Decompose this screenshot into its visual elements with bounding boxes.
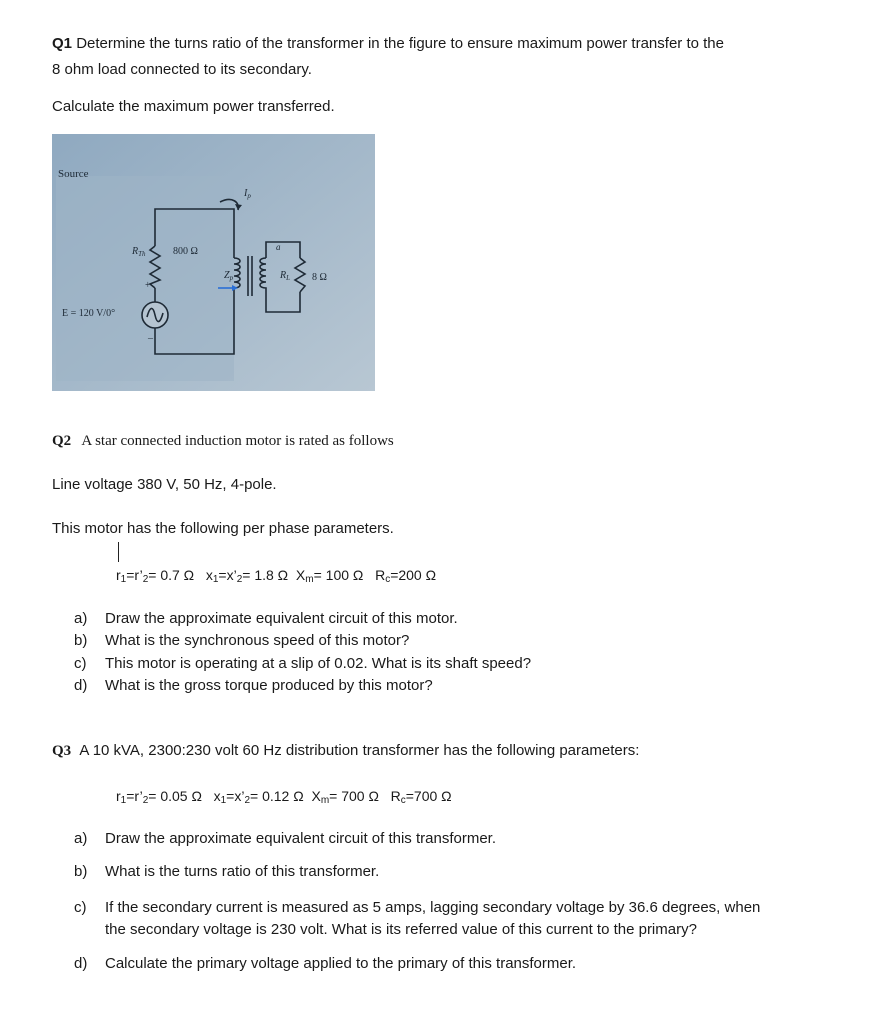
zp-label: $Z_p$	[224, 270, 234, 282]
q2-item: b) What is the synchronous speed of this motor?	[74, 632, 410, 649]
q3-item-continuation: the secondary voltage is 230 volt. What is its referred value of this current to the primary?	[105, 921, 697, 938]
q3-item: a) Draw the approximate equivalent circuit of this transformer.	[74, 830, 497, 847]
q2-intro-line	[52, 431, 394, 451]
q2-params: $r_1=r’_2= 0.7$ Ω $x_1=x’_2= 1.8$ Ω $X_m= 100$ Ω $R_c=200$ Ω	[116, 567, 437, 585]
circuit-diagram	[52, 134, 375, 391]
q3-item: d) Calculate the primary voltage applied to the primary of this transformer.	[74, 955, 577, 972]
minus-sign: –	[148, 333, 153, 344]
q3-intro-line	[52, 741, 639, 761]
q2-number: Q2	[52, 433, 72, 449]
rth-value: 800 Ω	[173, 246, 198, 257]
q1-number: Q1	[52, 35, 73, 52]
q1-text-line-2: 8 ohm load connected to its secondary.	[52, 61, 312, 78]
plus-sign: +	[145, 280, 151, 291]
q3-item: c) If the secondary current is measured as 5 amps, lagging secondary voltage by 36.6 degrees, when	[74, 899, 761, 916]
q2-intro: A star connected induction motor is rated as follows	[81, 433, 394, 449]
q2-item: c) This motor is operating at a slip of 0.02. What is its shaft speed?	[74, 655, 532, 672]
q2-params-intro: This motor has the following per phase parameters.	[52, 520, 394, 537]
q3-item: b) What is the turns ratio of this transformer.	[74, 863, 380, 880]
text-cursor	[118, 542, 119, 562]
rl-label: $R_L$	[280, 270, 291, 282]
emf-label: E = 120 V/0°	[62, 308, 116, 319]
source-label: Source	[58, 168, 89, 180]
q1-text-line-1: Determine the turns ratio of the transformer in the figure to ensure maximum power transfer to the	[76, 35, 724, 52]
q2-item: a) Draw the approximate equivalent circuit of this motor.	[74, 610, 458, 627]
ip-label: $I_p$	[244, 188, 251, 200]
q3-intro: A 10 kVA, 2300:230 volt 60 Hz distribution transformer has the following parameters:	[79, 742, 640, 759]
q3-number: Q3	[52, 743, 72, 759]
core-a-label: a	[276, 242, 281, 252]
q2-item: d) What is the gross torque produced by this motor?	[74, 677, 433, 694]
q1-text-line-3: Calculate the maximum power transferred.	[52, 98, 335, 115]
transformer-circuit-figure	[52, 134, 375, 391]
rth-label: $R_{Th}$	[132, 246, 146, 258]
q1-line-1	[52, 34, 724, 54]
source-box	[56, 176, 234, 381]
q3-params: $r_1=r’_2= 0.05$ Ω $x_1=x’_2= 0.12$ Ω $X_m= 700$ Ω $R_c=700$ Ω	[116, 788, 452, 806]
rl-value: 8 Ω	[312, 272, 327, 283]
q2-rating: Line voltage 380 V, 50 Hz, 4-pole.	[52, 476, 277, 493]
